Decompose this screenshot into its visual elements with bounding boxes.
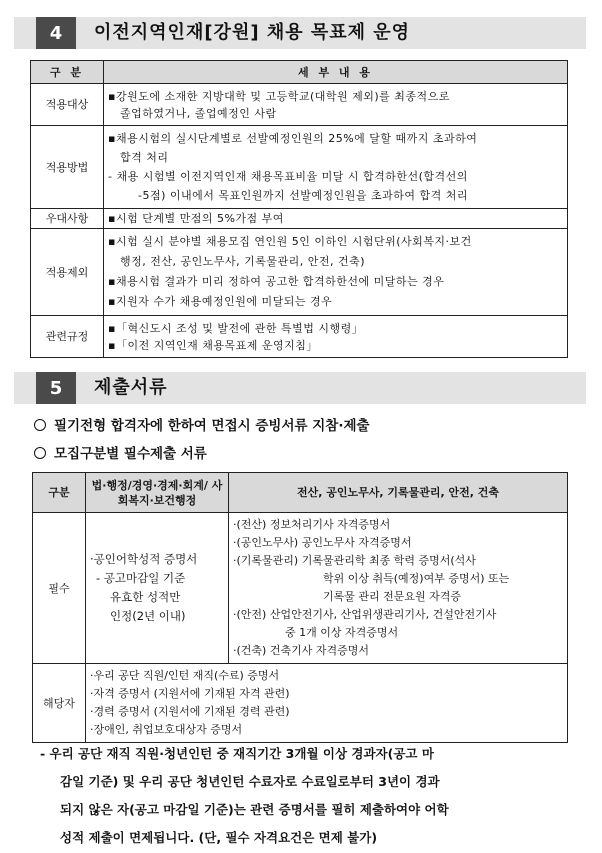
table-row [31,209,568,229]
table-header-detail: 세 부 내 용 [104,61,568,84]
row-line: 유효한 성적만 [110,590,181,604]
note-line: 감일 기준) 및 우리 공단 청년인턴 수료자로 수료일로부터 3년이 경과 [60,774,440,789]
row-line: ·(안전) 산업안전기사, 산업위생관리기사, 건설안전기사 [233,608,497,621]
table-row [33,513,568,664]
row-line: 합격 처리 [120,151,169,164]
row-line: ▪채용시험의 실시단계별로 선발예정인원의 25%에 달할 때까지 초과하여 [108,132,478,145]
note-line: - 우리 공단 재직 직원·청년인턴 중 재직기간 3개월 이상 경과자(공고 마 [40,746,434,761]
table-header-group-a: 법·행정/경영·경제·회계/ 사회복지·보건행정 [86,473,229,513]
row-label: 적용대상 [31,84,104,126]
note-line: 되지 않은 자(공고 마감일 기준)는 관련 증명서를 필히 제출하여야 어학 [60,802,449,817]
table-row [33,664,568,743]
section-4-number: 4 [36,17,76,49]
row-line: ·자격 증명서 (지원서에 기재된 자격 관련) [90,687,290,700]
row-line: ·공인어학성적 증명서 [90,552,198,566]
table-header-category: 구분 [33,473,86,513]
row-line: -5점) 이내에서 목표인원까지 선발예정인원을 초과하여 합격 처리 [138,189,469,202]
table-row [31,126,568,209]
section-5-title: 제출서류 [94,377,168,398]
row-line: ·(건축) 건축기사 자격증명서 [233,644,369,657]
row-line: ▪지원자 수가 채용예정인원에 미달되는 경우 [108,295,333,308]
row-line: ▪시험 실시 분야별 채용모집 연인원 5인 이하인 시험단위(사회복지·보건 [108,235,472,248]
row-line: ·(기록물관리) 기록물관리학 최종 학력 증명서(석사 [233,554,476,567]
applicable-cell [86,664,568,743]
section-5-number: 5 [36,372,76,404]
row-line: ·경력 증명서 (지원서에 기재된 경력 관련) [90,705,290,718]
documents-table [32,472,568,743]
circle-icon [34,419,46,431]
bullet-item [34,414,370,434]
row-label: 관련규정 [31,316,104,358]
row-line: ·(전산) 정보처리기사 자격증명서 [233,518,391,531]
note-line: 성적 제출이 면제됩니다. (단, 필수 자격요건은 면제 불가) [60,830,378,845]
bullet-item [34,442,207,462]
required-right-cell [229,513,568,664]
row-body [104,126,568,209]
row-body [104,316,568,358]
circle-icon [34,447,46,459]
target-system-table [30,60,568,358]
row-label: 필수 [33,513,86,664]
row-line: ·장애인, 취업보호대상자 증명서 [90,723,243,736]
table-row [31,316,568,358]
row-line: ▪시험 단계별 만점의 5%가점 부여 [108,212,284,225]
row-body [104,84,568,126]
row-line: 졸업하였거나, 졸업예정인 사람 [120,106,277,120]
row-label: 적용제외 [31,229,104,316]
row-line: 기록물 관리 전문요원 자격증 [323,590,462,603]
section-4-title: 이전지역인재[강원] 채용 목표제 운영 [94,22,411,43]
row-label: 해당자 [33,664,86,743]
row-line: - 공고마감일 기준 [96,571,186,585]
row-label: 우대사항 [31,209,104,229]
row-body [104,229,568,316]
row-label: 적용방법 [31,126,104,209]
section-4-header [14,17,586,49]
row-line: 학위 이상 취득(예정)여부 증명서) 또는 [323,572,510,585]
bullet-text: 모집구분별 필수제출 서류 [54,446,207,462]
table-header-category: 구 분 [31,61,104,84]
row-line: ▪강원도에 소재한 지방대학 및 고등학교(대학원 제외)를 최종적으로 [108,89,450,103]
row-line: ▪「이전 지역인재 채용목표제 운영지침」 [108,338,318,352]
row-line: 행정, 전산, 공인노무사, 기록물관리, 안전, 건축) [120,255,366,268]
row-line: 중 1개 이상 자격증명서 [285,626,399,639]
table-row [31,84,568,126]
section-5-header [14,372,586,404]
row-line: ·(공인노무사) 공인노무사 자격증명서 [233,536,412,549]
table-header-group-b: 전산, 공인노무사, 기록물관리, 안전, 건축 [229,473,568,513]
exemption-note [40,740,580,852]
row-line: ▪채용시험 결과가 미리 정하여 공고한 합격하한선에 미달하는 경우 [108,275,445,288]
row-line: ▪「혁신도시 조성 및 발전에 관한 특별법 시행령」 [108,321,364,335]
row-body [104,209,568,229]
table-row [31,229,568,316]
row-line: - 채용 시험별 이전지역인재 채용목표비율 미달 시 합격하한선(합격선의 [108,170,468,183]
bullet-text: 필기전형 합격자에 한하여 면접시 증빙서류 지참·제출 [54,418,370,434]
row-line: 인정(2년 이내) [110,609,186,623]
required-left-cell [86,513,229,664]
row-line: ·우리 공단 직원/인턴 재직(수료) 증명서 [90,669,280,682]
